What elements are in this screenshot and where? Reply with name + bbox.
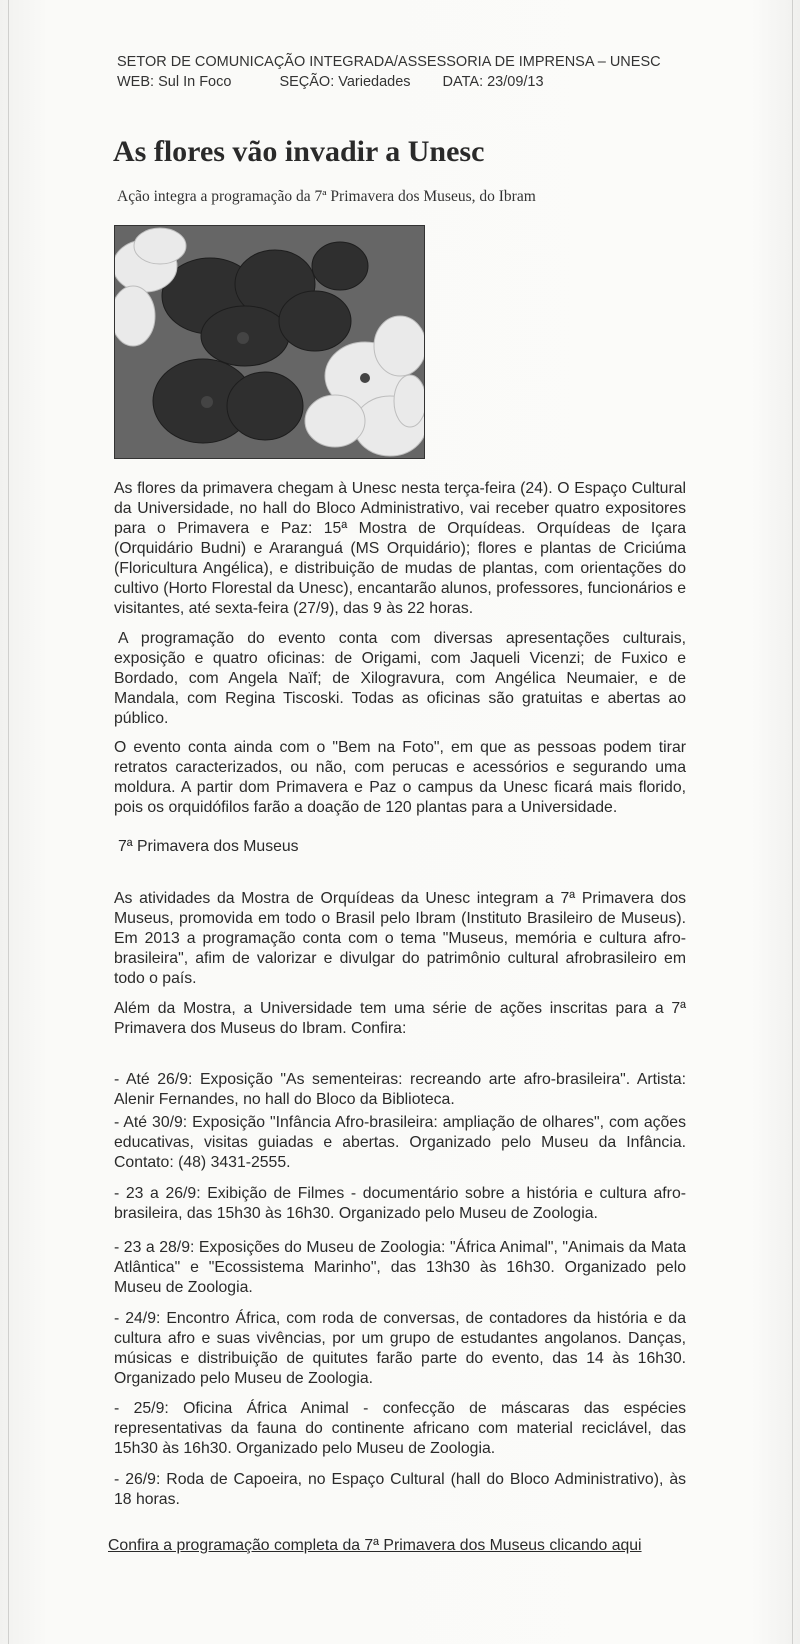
header-secao: SEÇÃO: Variedades [279,74,411,90]
header-data: DATA: 23/09/13 [442,74,544,90]
event-item: - 23 a 26/9: Exibição de Filmes - documentário sobre a história e cultura afro-brasileira, das 15h30 às 16h30. Organizado pelo Museu de Zoologia. [114,1185,686,1222]
event-item: - Até 30/9: Exposição "Infância Afro-brasileira: ampliação de olhares", com ações educativas, visitas guiadas e abertas. Organizado pelo Museu da Infância. Contato: (48) 3431-2555. [114,1114,686,1171]
scan-edge [8,0,9,1644]
header-meta [117,74,544,90]
article-paragraph: Além da Mostra, a Universidade tem uma série de ações inscritas para a 7ª Primavera dos Museus do Ibram. Confira: [114,1000,686,1037]
header-line: SETOR DE COMUNICAÇÃO INTEGRADA/ASSESSORIA DE IMPRENSA – UNESC [117,54,661,70]
event-item: - 23 a 28/9: Exposições do Museu de Zoologia: "África Animal", "Animais da Mata Atlântica" e "Ecossistema Marinho", das 13h30 às 16h30. Organizado pelo Museu de Zoologia. [114,1239,686,1296]
article-paragraph: O evento conta ainda com o "Bem na Foto", em que as pessoas podem tirar retratos caracterizados, ou não, com perucas e acessórios e segurando uma moldura. A partir dom Primavera e Paz o campus da Unesc ficará mais florido, pois os orquidófilos farão a doação de 120 plantas para a Universidade. [114,739,686,816]
article-headline: As flores vão invadir a Unesc [113,135,485,168]
header-web: WEB: Sul In Foco [117,74,232,90]
orchid-photo [114,225,425,459]
orchid-photo-illustration [115,226,424,458]
article-paragraph: A programação do evento conta com diversas apresentações culturais, exposição e quatro oficinas: de Origami, com Jaqueli Vicenzi; de Fuxico e Bordado, com Angela Naïf; de Xilogravura, com Angélica Neumaier, e de Mandala, com Regina Tiscoski. Todas as oficinas são gratuitas e abertas ao público. [114,630,686,727]
section-subtitle: 7ª Primavera dos Museus [118,838,299,855]
event-item: - 26/9: Roda de Capoeira, no Espaço Cultural (hall do Bloco Administrativo), às 18 horas. [114,1471,686,1508]
event-item: - 24/9: Encontro África, com roda de conversas, de contadores da história e da cultura afro e suas vivências, por um grupo de estudantes angolanos. Danças, músicas e distribuição de quitutes farão parte do evento, das 14 às 16h30. Organizado pelo Museu de Zoologia. [114,1310,686,1387]
article-paragraph: As atividades da Mostra de Orquídeas da Unesc integram a 7ª Primavera dos Museus, promovida em todo o Brasil pelo Ibram (Instituto Brasileiro de Museus). Em 2013 a programação conta com o tema "Museus, memória e cultura afro-brasileira", afim de valorizar e divulgar do patrimônio cultural afrobrasileiro em todo o país. [114,890,686,987]
program-link[interactable]: Confira a programação completa da 7ª Primavera dos Museus clicando aqui [108,1537,642,1554]
event-item: - Até 26/9: Exposição "As sementeiras: recreando arte afro-brasileira". Artista: Alenir Fernandes, no hall do Bloco da Biblioteca. [114,1071,686,1108]
scan-edge [792,0,793,1644]
article-paragraph: As flores da primavera chegam à Unesc nesta terça-feira (24). O Espaço Cultural da Universidade, no hall do Bloco Administrativo, vai receber quatro expositores para o Primavera e Paz: 15ª Mostra de Orquídeas. Orquídeas de Içara (Orquidário Budni) e Araranguá (MS Orquidário); flores e plantas de Criciúma (Floricultura Angélica), e distribuição de mudas de plantas, com orientações do cultivo (Horto Florestal da Unesc), encantarão alunos, professores, funcionários e visitantes, até sexta-feira (27/9), das 9 às 22 horas. [114,480,686,617]
event-item: - 25/9: Oficina África Animal - confecção de máscaras das espécies representativas da fauna do continente africano com material reciclável, das 15h30 às 16h30. Organizado pelo Museu de Zoologia. [114,1400,686,1457]
article-subhead: Ação integra a programação da 7ª Primavera dos Museus, do Ibram [117,188,536,205]
